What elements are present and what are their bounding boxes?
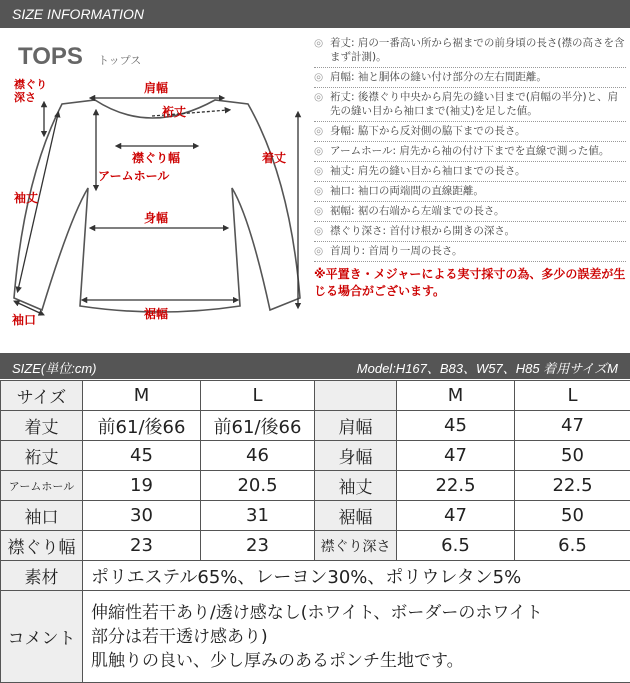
note-text: 身幅: 脇下から反対側の脇下までの長さ。 bbox=[330, 125, 526, 137]
size-unit: SIZE(単位:cm) bbox=[12, 361, 97, 376]
row-label-2: 襟ぐり深さ bbox=[315, 531, 397, 561]
note-marker: ◎ bbox=[314, 225, 324, 237]
note-text: 首周り: 首周り一周の長さ。 bbox=[330, 245, 463, 257]
comment-row bbox=[1, 591, 630, 683]
table-row bbox=[1, 441, 630, 471]
row-value-m: 30 bbox=[83, 501, 201, 531]
row-value-m: 19 bbox=[83, 471, 201, 501]
table-row bbox=[1, 501, 630, 531]
measurement-notes bbox=[314, 34, 626, 300]
note-text: 裄丈: 後襟ぐり中央から肩先の縫い目まで(肩幅の半分)と、肩先の縫い目から袖口まで(袖丈)を足した値。 bbox=[330, 91, 619, 117]
row-value-l-2: 22.5 bbox=[515, 471, 630, 501]
header-m: M bbox=[83, 381, 201, 411]
note-text: アームホール: 肩先から袖の付け下までを直線で測った値。 bbox=[330, 145, 610, 157]
table-row bbox=[1, 531, 630, 561]
note-marker: ◎ bbox=[314, 91, 324, 103]
material-value: ポリエステル65%、レーヨン30%、ポリウレタン5% bbox=[83, 561, 630, 591]
size-table bbox=[0, 380, 630, 683]
note-item bbox=[314, 162, 626, 182]
model-info: Model:H167、B83、W57、H85 着用サイズM bbox=[356, 361, 618, 376]
note-item bbox=[314, 122, 626, 142]
row-value-l: 前61/後66 bbox=[201, 411, 315, 441]
label-sleeve: 袖丈 bbox=[14, 191, 39, 205]
note-text: 肩幅: 袖と胴体の縫い付け部分の左右間距離。 bbox=[330, 71, 547, 83]
note-marker: ◎ bbox=[314, 205, 324, 217]
row-value-m-2: 6.5 bbox=[397, 531, 515, 561]
label-neck-depth bbox=[13, 77, 51, 104]
note-marker: ◎ bbox=[314, 185, 324, 197]
header-m-2: M bbox=[397, 381, 515, 411]
row-label-2: 裾幅 bbox=[315, 501, 397, 531]
label-sleeve-from-neck: 裄丈 bbox=[162, 105, 187, 119]
comment-value bbox=[83, 591, 630, 683]
row-value-l: 23 bbox=[201, 531, 315, 561]
category-en: TOPS bbox=[18, 43, 83, 70]
garment-outline bbox=[14, 100, 300, 312]
row-value-m-2: 22.5 bbox=[397, 471, 515, 501]
header-size: サイズ bbox=[1, 381, 83, 411]
note-text: 裾幅: 裾の右端から左端までの長さ。 bbox=[330, 205, 505, 217]
row-label: アームホール bbox=[1, 471, 83, 501]
row-value-m-2: 47 bbox=[397, 501, 515, 531]
label-cuff: 袖口 bbox=[12, 313, 37, 327]
header-blank bbox=[315, 381, 397, 411]
row-label: 袖口 bbox=[1, 501, 83, 531]
label-length: 着丈 bbox=[262, 151, 287, 165]
measurement-warning: ※平置き・メジャーによる実寸採寸の為、多少の誤差が生じる場合がございます。 bbox=[314, 267, 626, 298]
row-label-2: 肩幅 bbox=[315, 411, 397, 441]
note-item bbox=[314, 68, 626, 88]
row-value-l-2: 6.5 bbox=[515, 531, 630, 561]
table-row bbox=[1, 411, 630, 441]
header-l: L bbox=[201, 381, 315, 411]
note-marker: ◎ bbox=[314, 125, 324, 137]
note-marker: ◎ bbox=[314, 245, 324, 257]
comment-line: 肌触りの良い、少し厚みのあるポンチ生地です。 bbox=[91, 650, 464, 671]
row-value-l: 20.5 bbox=[201, 471, 315, 501]
row-value-m: 前61/後66 bbox=[83, 411, 201, 441]
header-l-2: L bbox=[515, 381, 630, 411]
row-label: 裄丈 bbox=[1, 441, 83, 471]
label-neck-depth-line2: 深さ bbox=[14, 91, 36, 104]
label-hem: 裾幅 bbox=[144, 307, 169, 321]
note-list bbox=[314, 34, 626, 262]
note-text: 袖口: 袖口の両端間の直線距離。 bbox=[330, 185, 484, 197]
row-value-l: 31 bbox=[201, 501, 315, 531]
category-jp: トップス bbox=[98, 54, 142, 67]
note-item bbox=[314, 182, 626, 202]
row-value-m-2: 45 bbox=[397, 411, 515, 441]
label-neck-width: 襟ぐり幅 bbox=[132, 151, 181, 165]
note-marker: ◎ bbox=[314, 71, 324, 83]
table-header-row bbox=[1, 381, 630, 411]
label-body-width: 身幅 bbox=[144, 211, 169, 225]
row-value-m: 23 bbox=[83, 531, 201, 561]
size-header bbox=[0, 353, 630, 379]
row-label-2: 袖丈 bbox=[315, 471, 397, 501]
note-marker: ◎ bbox=[314, 165, 324, 177]
comment-label: コメント bbox=[1, 591, 83, 683]
size-information-header bbox=[0, 0, 630, 28]
note-marker: ◎ bbox=[314, 145, 324, 157]
material-row bbox=[1, 561, 630, 591]
label-shoulder: 肩幅 bbox=[144, 81, 169, 95]
note-text: 襟ぐり深さ: 首付け根から開きの深さ。 bbox=[330, 225, 515, 237]
note-item bbox=[314, 142, 626, 162]
label-neck-depth-line1: 襟ぐり bbox=[14, 78, 47, 91]
comment-line: 伸縮性若干あり/透け感なし(ホワイト、ボーダーのホワイト bbox=[91, 602, 543, 623]
row-value-l-2: 50 bbox=[515, 501, 630, 531]
row-value-m-2: 47 bbox=[397, 441, 515, 471]
size-information-title: SIZE INFORMATION bbox=[12, 6, 144, 22]
row-value-m: 45 bbox=[83, 441, 201, 471]
row-label: 着丈 bbox=[1, 411, 83, 441]
note-item bbox=[314, 222, 626, 242]
note-item bbox=[314, 202, 626, 222]
note-marker: ◎ bbox=[314, 37, 324, 49]
material-label: 素材 bbox=[1, 561, 83, 591]
row-value-l-2: 50 bbox=[515, 441, 630, 471]
row-value-l-2: 47 bbox=[515, 411, 630, 441]
note-item bbox=[314, 242, 626, 262]
note-text: 着丈: 肩の一番高い所から裾までの前身頃の長さ(襟の高さを含まず計測)。 bbox=[330, 37, 625, 63]
row-value-l: 46 bbox=[201, 441, 315, 471]
note-text: 袖丈: 肩先の縫い目から袖口までの長さ。 bbox=[330, 165, 526, 177]
row-label: 襟ぐり幅 bbox=[1, 531, 83, 561]
note-item bbox=[314, 34, 626, 68]
garment-diagram bbox=[0, 28, 312, 353]
label-armhole: アームホール bbox=[98, 169, 170, 183]
note-item bbox=[314, 88, 626, 122]
table-row bbox=[1, 471, 630, 501]
comment-line: 部分は若干透け感あり) bbox=[91, 626, 268, 647]
row-label-2: 身幅 bbox=[315, 441, 397, 471]
